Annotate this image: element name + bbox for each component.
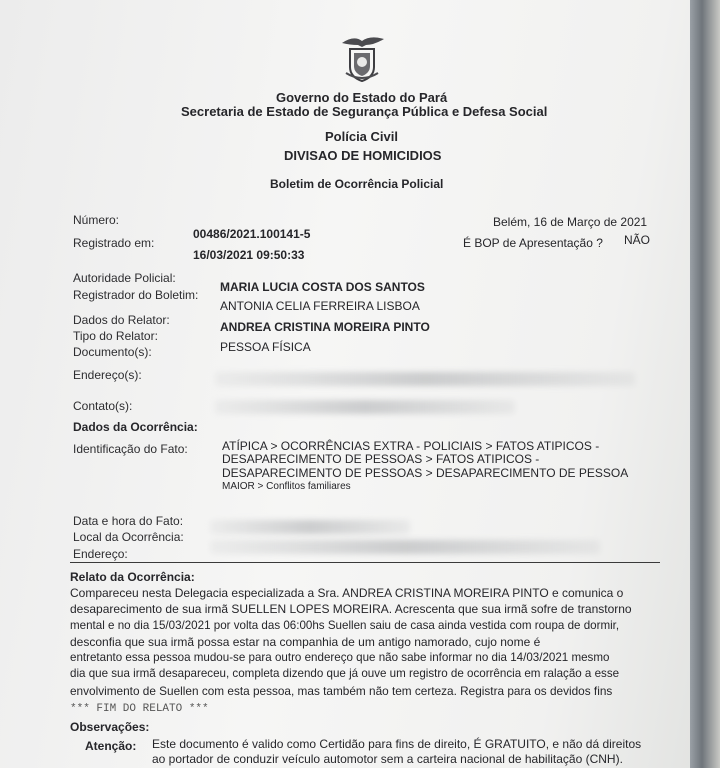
- relato-line: entretanto essa pessoa mudou-se para outro endereço que não sabe informar no dia 14/03/2021 mesmo: [70, 651, 610, 665]
- header-divisao: DIVISAO DE HOMICIDIOS: [284, 148, 442, 163]
- bop-question: É BOP de Apresentação ?: [463, 236, 603, 250]
- relato-line: mental e no dia 15/03/2021 por volta das 06:00hs Suellen saiu de casa ainda vestida com roupa de dormir,: [70, 618, 620, 632]
- endereco-ocorrencia-label: Endereço:: [73, 547, 128, 561]
- registrado-value: 16/03/2021 09:50:33: [193, 248, 305, 262]
- registrador-label: Registrador do Boletim:: [73, 288, 199, 302]
- header-policia: Polícia Civil: [325, 129, 398, 144]
- registrador-value: ANTONIA CELIA FERREIRA LISBOA: [220, 299, 420, 313]
- state-seal-icon: [336, 33, 388, 83]
- identificacao-label: Identificação do Fato:: [73, 442, 188, 456]
- identificacao-line: MAIOR > Conflitos familiares: [222, 481, 351, 493]
- contato-label: Contato(s):: [73, 399, 133, 413]
- document-title: Boletim de Ocorrência Policial: [270, 177, 444, 191]
- identificacao-line: ATÍPICA > OCORRÊNCIAS EXTRA - POLICIAIS > FATOS ATIPICOS -: [222, 439, 600, 453]
- relato-line: envolvimento de Suellen com esta pessoa, mas também não tem certeza. Registra para os devidos fins: [70, 683, 613, 698]
- numero-label: Número:: [73, 213, 120, 227]
- local-ocorrencia-label: Local da Ocorrência:: [73, 530, 184, 544]
- redacted-datetime: [210, 520, 410, 534]
- header-government: Governo do Estado do Pará: [276, 90, 448, 105]
- identificacao-line: DESAPARECIMENTO DE PESSOAS > DESAPARECIMENTO DE PESSOA: [222, 465, 629, 480]
- relator-value: ANDREA CRISTINA MOREIRA PINTO: [220, 320, 430, 334]
- relato-line: desconfia que sua irmã possa estar na companhia de um antigo namorado, cujo nome é: [70, 634, 541, 649]
- atencao-line: ao portador de conduzir veículo automotor sem a carteira nacional de habilitação (CNH).: [152, 752, 623, 766]
- atencao-line: Este documento é valido como Certidão para fins de direito, É GRATUITO, e não dá direitos: [152, 737, 642, 751]
- relato-text: [70, 585, 670, 699]
- header-secretaria: Secretaria de Estado de Segurança Pública e Defesa Social: [181, 104, 548, 119]
- relato-line: Compareceu nesta Delegacia especializada a Sra. ANDREA CRISTINA MOREIRA PINTO e comunica o: [70, 586, 624, 600]
- numero-value: 00486/2021.100141-5: [193, 227, 311, 241]
- redacted-address: [215, 372, 635, 386]
- relator-label: Dados do Relator:: [73, 313, 170, 327]
- divider-line: [70, 562, 660, 563]
- redacted-location: [210, 540, 600, 554]
- local-data: Belém, 16 de Março de 2021: [493, 215, 648, 229]
- tipo-relator-label: Tipo do Relator:: [73, 329, 158, 343]
- data-hora-label: Data e hora do Fato:: [73, 514, 184, 528]
- identificacao-value: [222, 440, 628, 494]
- relato-line: dia que sua irmã desapareceu, completa dizendo que já ouve um registro de ocorrência em ralação a esse: [70, 667, 620, 681]
- background-edge: [690, 0, 720, 768]
- atencao-text: [152, 737, 641, 767]
- identificacao-line: DESAPARECIMENTO DE PESSOAS > FATOS ATIPICOS -: [222, 452, 540, 467]
- autoridade-label: Autoridade Policial:: [73, 271, 176, 285]
- relato-line: desaparecimento de sua irmã SUELLEN LOPES MOREIRA. Acrescenta que sua irmã sofre de transtorno: [70, 602, 632, 617]
- tipo-relator-value: PESSOA FÍSICA: [220, 340, 311, 354]
- observacoes-title: Observações:: [70, 720, 150, 734]
- atencao-label: Atenção:: [85, 739, 137, 753]
- relato-section-title: Relato da Ocorrência:: [70, 570, 195, 584]
- autoridade-value: MARIA LUCIA COSTA DOS SANTOS: [220, 280, 425, 294]
- bop-answer: NÃO: [624, 233, 651, 247]
- fim-relato: *** FIM DO RELATO ***: [70, 703, 209, 715]
- endereco-relator-label: Endereço(s):: [73, 368, 142, 382]
- ocorrencia-section-title: Dados da Ocorrência:: [73, 420, 198, 434]
- redacted-contact: [215, 400, 515, 414]
- registrado-label: Registrado em:: [73, 236, 155, 250]
- documento-label: Documento(s):: [73, 345, 152, 359]
